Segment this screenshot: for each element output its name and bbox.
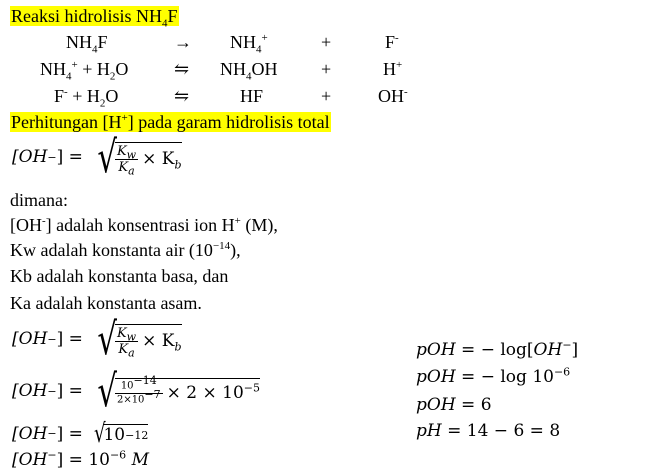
reaction-3-arrow: ⇋ — [174, 86, 190, 106]
reaction-2-product-1: $NH_4OH$ — [220, 59, 278, 83]
section-title-calculation — [10, 112, 331, 132]
reaction-2-plus: + — [321, 59, 332, 79]
section-title-hydrolysis-reaction — [10, 6, 179, 30]
reaction-2-arrow: ⇋ — [174, 59, 190, 79]
reaction-3-product-1: HF — [240, 86, 264, 106]
reaction-1-product-2: F- — [385, 32, 399, 52]
reaction-1-arrow: → — [174, 32, 192, 52]
reaction-2-product-2: H+ — [383, 59, 403, 79]
dimana-label: dimana: — [10, 190, 68, 210]
title2-end: ] pada garam hidrolisis total — [127, 112, 330, 132]
poh-line-3: pOH = 6 — [416, 395, 492, 415]
calc-step-1: [OH − ] = √ $\frac{K_w}{K_a}$ × $K_b$ — [12, 314, 182, 365]
calc-step-3: [OH − ] = √ 10 −12 — [12, 419, 149, 449]
formula-oh: [OH − ] = √ $\frac{K_w}{K_a}$ × $K_b$ — [12, 132, 182, 183]
sqrt-symbol: √ $\frac{K_w}{K_a}$ × $K_b$ — [97, 132, 182, 183]
def-ka: Ka adalah konstanta asam. — [10, 293, 202, 313]
reaction-1-product-1: $NH_4^+$ — [230, 32, 268, 56]
def-kw: Kw adalah konstanta air $(10^{-14})$, — [10, 240, 241, 260]
def-kb: Kb adalah konstanta basa, dan — [10, 266, 229, 286]
reaction-2-left: $NH_4^+ + H_2O$ — [40, 59, 129, 83]
reaction-1-plus: + — [321, 32, 332, 52]
title2-text: Perhitungan [H — [11, 112, 122, 132]
poh-line-1: pOH = − log[OH−] — [416, 338, 579, 360]
reaction-1-left: $NH_4F$ — [66, 32, 108, 56]
ph-line: pH = 14 − 6 = 8 — [416, 421, 561, 441]
reaction-3-plus: + — [321, 86, 332, 106]
title-text: Reaksi hidrolisis NH — [11, 6, 162, 26]
reaction-3-left: $F^- + H_2O$ — [54, 86, 119, 110]
title-sub: 4 — [162, 17, 168, 30]
reaction-3-product-2: OH- — [378, 86, 408, 106]
title2-sup: + — [121, 112, 128, 124]
poh-line-2: pOH = − $\log 10^{-6}$ — [416, 365, 571, 387]
def-oh: [OH-] adalah konsentrasi ion H+ (M), — [10, 215, 278, 235]
calc-step-2: [OH − ] = √ $\frac{10^{-14}}{2\times 10^{-7}}$ × $2 \times 10^{-5}$ — [12, 366, 261, 417]
title-end: F — [167, 6, 178, 26]
calc-step-4: $[OH^-] = 10^{-6}$ M — [12, 448, 149, 470]
